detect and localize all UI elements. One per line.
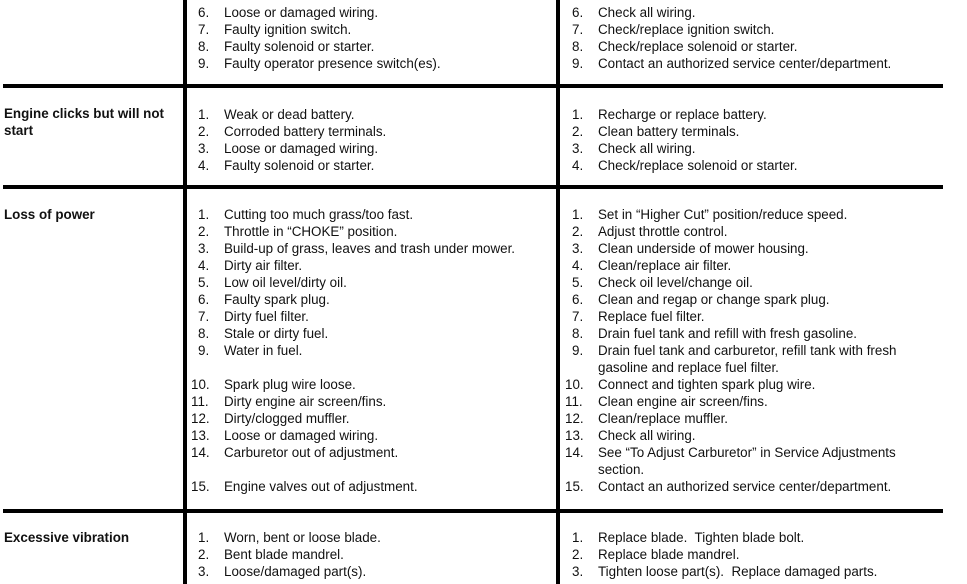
list-item: [191, 376, 548, 393]
list-item: [198, 38, 548, 55]
cause-text: Bent blade mandrel.: [224, 547, 344, 562]
remedy-text: Contact an authorized service center/department.: [598, 56, 892, 71]
cause-text: Engine valves out of adjustment.: [224, 479, 418, 494]
list-item: [191, 478, 548, 495]
list-item: [572, 123, 932, 140]
item-number: 7.: [572, 309, 584, 324]
item-number: 6.: [572, 5, 584, 20]
remedy-list: [572, 529, 932, 580]
item-number: 4.: [572, 158, 584, 173]
remedy-text: Clean underside of mower housing.: [598, 241, 809, 256]
cause-text: Dirty engine air screen/fins.: [224, 394, 387, 409]
remedy-text: Drain fuel tank and refill with fresh gasoline.: [598, 326, 858, 341]
item-number: 2.: [572, 124, 584, 139]
list-item: [198, 342, 548, 359]
item-number: 3.: [572, 141, 584, 156]
item-number: 8.: [198, 39, 210, 54]
list-item: [572, 546, 932, 563]
row-divider: [3, 84, 943, 88]
item-number: 11.: [191, 394, 209, 409]
cause-text: Faulty spark plug.: [224, 292, 330, 307]
cause-text: Worn, bent or loose blade.: [224, 530, 381, 545]
item-number: 8.: [198, 326, 210, 341]
remedy-text: Drain fuel tank and carburetor, refill tank with fresh gasoline and replace fuel filter.: [598, 343, 897, 375]
cause-text: Dirty fuel filter.: [224, 309, 309, 324]
list-item: [572, 223, 932, 240]
item-number: 9.: [198, 56, 210, 71]
remedy-text: Check/replace ignition switch.: [598, 22, 775, 37]
list-item: [572, 257, 932, 274]
item-number: 2.: [198, 224, 210, 239]
list-item: [198, 106, 548, 123]
remedy-text: Clean engine air screen/fins.: [598, 394, 768, 409]
remedy-text: Set in “Higher Cut” position/reduce speed.: [598, 207, 848, 222]
row-divider: [3, 185, 943, 189]
remedy-text: Replace fuel filter.: [598, 309, 705, 324]
cause-text: Build-up of grass, leaves and trash under mower.: [224, 241, 516, 256]
list-item: [198, 206, 548, 223]
list-item: [572, 342, 932, 376]
item-number: 1.: [198, 530, 210, 545]
list-item: [191, 393, 548, 410]
list-item: [198, 223, 548, 240]
item-number: 6.: [198, 292, 210, 307]
list-item: [198, 274, 548, 291]
item-number: 2.: [572, 224, 584, 239]
item-number: 2.: [572, 547, 584, 562]
remedy-text: Replace blade mandrel.: [598, 547, 740, 562]
list-item: [198, 21, 548, 38]
remedy-text: See “To Adjust Carburetor” in Service Adjustments section.: [598, 445, 896, 477]
remedy-text: Check all wiring.: [598, 141, 696, 156]
cause-text: Loose or damaged wiring.: [224, 5, 379, 20]
cause-text: Loose/damaged part(s).: [224, 564, 367, 579]
item-number: 2.: [198, 124, 210, 139]
list-item: [565, 478, 932, 495]
cause-text: Faulty ignition switch.: [224, 22, 352, 37]
item-number: 1.: [198, 107, 210, 122]
list-item: [198, 308, 548, 325]
cause-text: Water in fuel.: [224, 343, 303, 358]
list-item: [198, 4, 548, 21]
remedy-list: [565, 206, 932, 495]
remedy-text: Clean/replace muffler.: [598, 411, 729, 426]
remedy-text: Replace blade. Tighten blade bolt.: [598, 530, 805, 545]
list-item: [572, 563, 932, 580]
item-number: 6.: [572, 292, 584, 307]
cause-text: Spark plug wire loose.: [224, 377, 356, 392]
item-number: 12.: [191, 411, 210, 426]
list-item: [198, 546, 548, 563]
cause-list: [198, 529, 548, 580]
remedy-text: Check oil level/change oil.: [598, 275, 753, 290]
cause-text: Dirty/clogged muffler.: [224, 411, 350, 426]
cause-text: Dirty air filter.: [224, 258, 303, 273]
cause-text: Faulty operator presence switch(es).: [224, 56, 441, 71]
list-item: [198, 325, 548, 342]
item-number: 2.: [198, 547, 210, 562]
list-item: [198, 140, 548, 157]
remedy-text: Tighten loose part(s). Replace damaged parts.: [598, 564, 878, 579]
item-number: 4.: [198, 258, 210, 273]
item-number: 15.: [191, 479, 210, 494]
item-number: 14.: [565, 445, 584, 460]
item-number: 9.: [572, 343, 584, 358]
item-number: 15.: [565, 479, 584, 494]
item-number: 10.: [191, 377, 210, 392]
list-item: [572, 4, 932, 21]
item-number: 7.: [198, 22, 210, 37]
cause-text: Faulty solenoid or starter.: [224, 158, 375, 173]
remedy-text: Connect and tighten spark plug wire.: [598, 377, 816, 392]
list-item: [198, 563, 548, 580]
item-number: 1.: [572, 530, 584, 545]
list-item: [572, 38, 932, 55]
item-number: 9.: [198, 343, 210, 358]
row-divider: [3, 509, 943, 513]
item-number: 3.: [198, 141, 210, 156]
list-item: [198, 55, 548, 72]
list-item: [572, 157, 932, 174]
remedy-text: Clean battery terminals.: [598, 124, 740, 139]
cause-text: Throttle in “CHOKE” position.: [224, 224, 398, 239]
remedy-text: Clean/replace air filter.: [598, 258, 732, 273]
list-item: [565, 393, 932, 410]
item-number: 13.: [191, 428, 210, 443]
item-number: 3.: [198, 241, 210, 256]
item-number: 8.: [572, 326, 584, 341]
list-item: [572, 529, 932, 546]
list-item: [198, 291, 548, 308]
item-number: 4.: [572, 258, 584, 273]
item-number: 7.: [198, 309, 210, 324]
problem-label: Loss of power: [4, 207, 95, 222]
cause-text: Weak or dead battery.: [224, 107, 355, 122]
item-number: 13.: [565, 428, 584, 443]
cause-text: Loose or damaged wiring.: [224, 141, 379, 156]
cause-list: [198, 4, 548, 72]
remedy-text: Check all wiring.: [598, 5, 696, 20]
list-item: [572, 325, 932, 342]
item-number: 10.: [565, 377, 584, 392]
remedy-text: Check/replace solenoid or starter.: [598, 39, 798, 54]
spacer: [198, 461, 548, 478]
remedy-text: Check/replace solenoid or starter.: [598, 158, 798, 173]
list-item: [198, 123, 548, 140]
cause-text: Faulty solenoid or starter.: [224, 39, 375, 54]
list-item: [191, 444, 548, 461]
list-item: [198, 157, 548, 174]
list-item: [572, 308, 932, 325]
item-number: 1.: [198, 207, 210, 222]
item-number: 1.: [572, 107, 584, 122]
problem-label: Excessive vibration: [4, 530, 130, 545]
remedy-list: [572, 106, 932, 174]
list-item: [572, 291, 932, 308]
item-number: 6.: [198, 5, 210, 20]
cause-text: Loose or damaged wiring.: [224, 428, 379, 443]
remedy-text: Check all wiring.: [598, 428, 696, 443]
list-item: [572, 21, 932, 38]
cause-text: Low oil level/dirty oil.: [224, 275, 347, 290]
list-item: [565, 376, 932, 393]
cause-text: Cutting too much grass/too fast.: [224, 207, 414, 222]
item-number: 3.: [572, 564, 584, 579]
item-number: 7.: [572, 22, 584, 37]
item-number: 3.: [572, 241, 584, 256]
list-item: [565, 427, 932, 444]
item-number: 11.: [565, 394, 583, 409]
list-item: [572, 106, 932, 123]
remedy-text: Adjust throttle control.: [598, 224, 728, 239]
list-item: [191, 427, 548, 444]
item-number: 4.: [198, 158, 210, 173]
list-item: [198, 529, 548, 546]
cause-list: [191, 206, 548, 495]
item-number: 12.: [565, 411, 584, 426]
remedy-text: Clean and regap or change spark plug.: [598, 292, 830, 307]
list-item: [572, 240, 932, 257]
list-item: [572, 206, 932, 223]
list-item: [198, 240, 548, 257]
list-item: [572, 274, 932, 291]
cause-text: Corroded battery terminals.: [224, 124, 387, 139]
item-number: 14.: [191, 445, 210, 460]
list-item: [198, 257, 548, 274]
list-item: [572, 55, 932, 72]
remedy-text: Recharge or replace battery.: [598, 107, 767, 122]
item-number: 8.: [572, 39, 584, 54]
item-number: 3.: [198, 564, 210, 579]
remedy-list: [572, 4, 932, 72]
list-item: [572, 140, 932, 157]
cause-text: Stale or dirty fuel.: [224, 326, 329, 341]
remedy-text: Contact an authorized service center/department.: [598, 479, 892, 494]
item-number: 5.: [572, 275, 584, 290]
item-number: 1.: [572, 207, 584, 222]
cause-text: Carburetor out of adjustment.: [224, 445, 399, 460]
spacer: [198, 359, 548, 376]
cause-list: [198, 106, 548, 174]
list-item: [565, 444, 932, 478]
list-item: [565, 410, 932, 427]
list-item: [191, 410, 548, 427]
item-number: 5.: [198, 275, 210, 290]
item-number: 9.: [572, 56, 584, 71]
problem-label: Engine clicks but will not start: [4, 106, 164, 138]
